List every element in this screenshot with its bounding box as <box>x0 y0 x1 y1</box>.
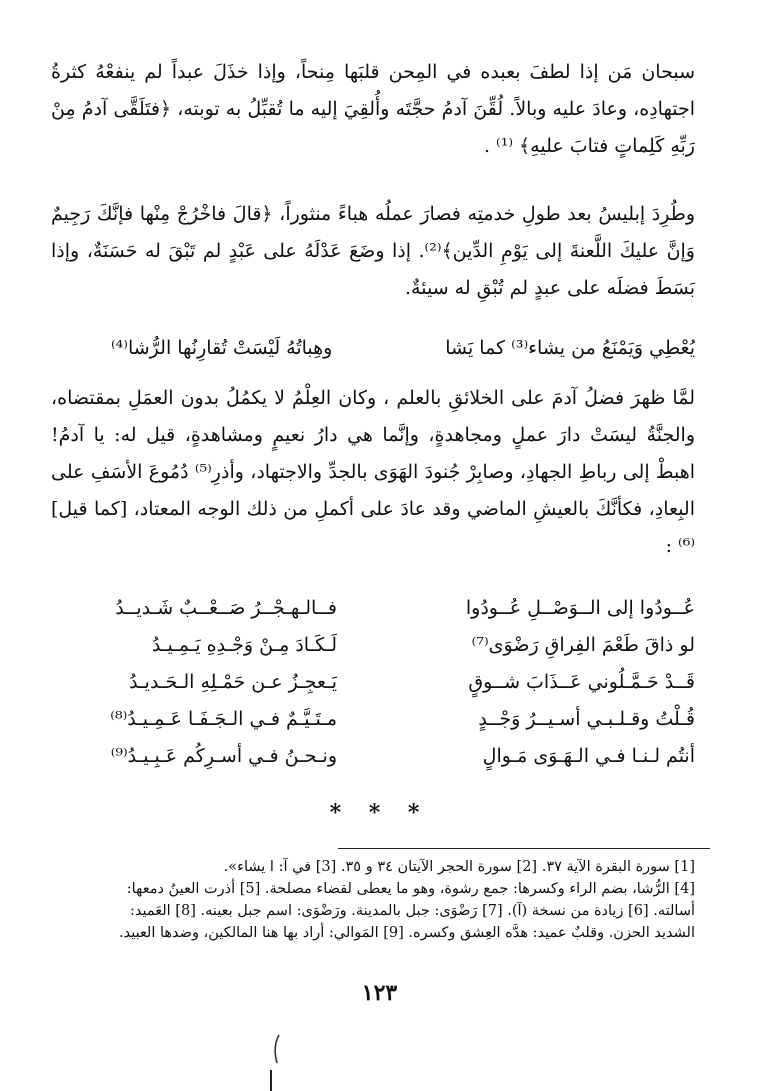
page-number: ١٢٣ <box>361 980 398 1006</box>
poem-second-hemistich: ونـحـنُ فـي أسـرِكُم عَـبِـيـدُ⁽⁹⁾ <box>110 745 337 767</box>
section-separator: * * * <box>329 800 430 826</box>
poem-first-hemistich: قَــدْ حَـمَّـلُوني عَــذَابَ شــوقٍ <box>468 671 695 693</box>
poem-line <box>51 590 695 627</box>
poem <box>51 590 695 775</box>
verse-first-hemistich: يُعْطِي وَيَمْنَعُ من يشاء⁽³⁾ كما يَشا <box>445 337 695 359</box>
poem-second-hemistich: يَـعجِـزُ عـن حَمْـلِهِ الـحَـديـدُ <box>129 671 337 693</box>
paragraph-iblis: وطُرِدَ إبليسُ بعد طولِ خدمتِه فصارَ عملُه هباءً منثوراً، ﴿قالَ فاخْرُجْ مِنْها فإنَّكَ رَجِيمٌ وَإنَّ عليكَ اللَّعنةَ إلى يَوْمِ الدِّين﴾⁽²⁾. إذا وضَعَ عَدْلَهُ على عَبْدٍ لم تَبْقَ له حَسَنَةٌ، وإذا بَسَطَ فضلَه على عبدٍ لم تُبْقِ له سيئةٌ. <box>51 203 695 299</box>
poem-line <box>51 627 695 664</box>
poem-line <box>51 738 695 775</box>
footnotes <box>43 856 695 944</box>
footnote-line: الشديد الحزن. وقلبٌ عميد: هدَّه العِشق وكسره. [9] المَوالي: أراد بها هنا المالكين، وضدها العبيد. <box>118 925 695 941</box>
poem-second-hemistich: مـتَـيَّـمٌ فـي الـجَـفَـا عَـمِـيـدُ⁽⁸⁾ <box>110 708 337 730</box>
footnote-line: [4] الرُّشا، بضم الراء وكسرها: جمع رشوة، وهو ما يعطى لقضاء مصلحة. [5] أذرت العينُ دمعها: <box>126 881 695 897</box>
footnote-divider <box>338 848 710 849</box>
single-verse <box>51 330 695 367</box>
paragraph-opening: سبحان مَن إذا لطفَ بعبده في المِحن قلبَها مِنحاً، وإذا خذَلَ عبداً لم ينفعْهُ كثرةُ اجتهادِه، وعادَ عليه وبالاً. لُقِّنَ آدمُ حجَّتَه وأُلقِيَ إليه ما تُقبِّلُ به توبته، ﴿فتَلَقَّى آدمُ مِنْ رَبِّهِ كَلِماتٍ فتابَ عليهِ﴾ ⁽¹⁾ . <box>51 61 695 157</box>
paragraph-adam: لمَّا ظهرَ فضلُ آدمَ على الخلائقِ بالعلم ، وكان العِلْمُ لا يكمُلُ بدون العمَلِ بمقتضاه، والجنَّةُ ليسَتْ دارَ عملٍ ومجاهدةٍ، وإنَّما هي دارُ نعيمٍ ومشاهدةٍ، قيل له: يا آدمُ! اهبطْ إلى رباطِ الجهادِ، وصابِرْ جُنودَ الهَوَى بالجدِّ والاجتهاد، وأذرِ⁽⁵⁾ دُمُوعَ الأسَفِ على البِعادِ، فكأنَّكَ بالعيشِ الماضي وقد عادَ على أكملِ من ذلك الوجه المعتاد، [كما قيل]⁽⁶⁾ : <box>51 387 695 557</box>
footnote-line: [1] سورة البقرة الآية ٣٧. [2] سورة الحجر الآيتان ٣٤ و ٣٥. [3] في آ: ا يشاء». <box>223 859 695 875</box>
scan-edge-mark <box>270 1070 272 1091</box>
poem-line <box>51 701 695 738</box>
poem-first-hemistich: قُـلْتُ وقـلـبـي أسـيــرُ وَجْــدٍ <box>478 708 695 730</box>
verse-second-hemistich: وهِباتُهُ لَيْسَتْ تُقارِنُها الرُّشا⁽⁴⁾ <box>111 337 333 359</box>
poem-first-hemistich: عُــودُوا إلى الــوَصْــلِ عُــودُوا <box>465 597 695 619</box>
footnote-line: أسالته. [6] زيادة من نسخة (آ). [7] رَضْوَى: جبل بالمدينة. ورَضْوَى: اسم جبل بعينه. [8] العَميد: <box>129 903 695 919</box>
poem-line <box>51 664 695 701</box>
poem-first-hemistich: أنتُم لـنـا فـي الـهَـوَى مَـوالٍ <box>482 745 695 767</box>
poem-second-hemistich: لَـكَـادَ مِـنْ وَجْـدِهِ يَـمِـيـدُ <box>151 634 337 656</box>
poem-second-hemistich: فــالـهـجْــرُ صَــعْــبٌ شَـديــدُ <box>115 597 337 619</box>
poem-first-hemistich: لو ذاقَ طَعْمَ الفِراقِ رَضْوَى⁽⁷⁾ <box>471 634 695 656</box>
scan-mark <box>272 1034 282 1064</box>
